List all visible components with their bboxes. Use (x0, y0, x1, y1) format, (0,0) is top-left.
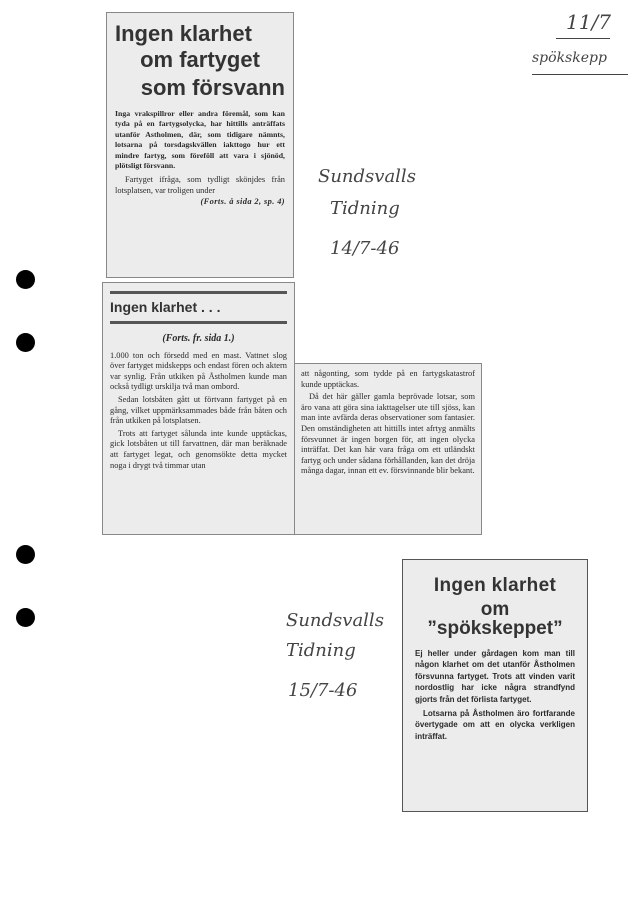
news-clipping (106, 12, 294, 278)
corner-date-underline (556, 38, 610, 39)
news-clipping (294, 363, 482, 535)
clipping-continued: (Forts. fr. sida 1.) (162, 333, 235, 344)
corner-date: 11/7 (566, 10, 611, 34)
rule (110, 291, 287, 294)
clipping-heading: Ingen klarhet . . . (110, 299, 221, 315)
rule (110, 321, 287, 324)
punch-hole (16, 333, 35, 352)
punch-hole (16, 608, 35, 627)
clipping-headline: om fartyget (140, 47, 260, 72)
clipping-body: Fartyget ifråga, som tydligt skönjdes från lotsplatsen, var troligen under (115, 175, 285, 196)
clipping-headline: Ingen klarhet (115, 21, 252, 46)
source-date: 14/7-46 (330, 238, 400, 259)
clipping-headline: om ”spökskeppet” (427, 599, 563, 639)
source-newspaper-name: Tidning (330, 198, 400, 219)
clipping-headline: Ingen klarhet (433, 575, 557, 596)
paragraph: Då det här gäller gamla beprövade lotsar, som äro vana att göra sina iakttagelser ute till sjöss, kan man inte avfärda deras observationer som fantasier. Den omständigheten att hittills intet afrtyg anmälts försvunnet är ingen borgen för, att ingen olycka inträffat. Det kan här vara fråga om ett utländskt fartyg och under sådana förhållanden, kan det dröja många dagar, innan ett ev. försvinnande blir bekant. (301, 392, 475, 476)
punch-hole (16, 545, 35, 564)
clipping-body (301, 369, 475, 477)
clipping-body: Lotsarna på Åstholmen äro fortfarande övertygade om att en olycka verkligen inträffat. (415, 709, 575, 741)
paragraph: att någonting, som tydde på en fartygskatastrof kunde upptäckas. (301, 369, 475, 389)
news-clipping (402, 559, 588, 812)
paragraph: 1.000 ton och försedd med en mast. Vattnet slog över fartyget midskepps och endast fören och aktern var synlig. Från utkiken på Åstholmen kunde man också tydligt urskilja två man ombord. (110, 350, 287, 392)
corner-label-underline (532, 74, 628, 75)
clipping-headline: som försvann (140, 75, 285, 100)
clipping-lead: Ej heller under gårdagen kom man till någon klarhet om det utanför Åstholmen försvunna fartyget. Trots att vinden varit nordostlig har icke några strandfynd gjorts från det förlista fartyget. (415, 649, 575, 704)
corner-label: spökskepp (532, 50, 607, 66)
punch-hole (16, 270, 35, 289)
source-newspaper-name: Sundsvalls (318, 166, 416, 187)
paragraph: Trots att fartyget sålunda inte kunde upptäckas, gick lotsbåten ut till farvattnen, där man beräknade att fartyget legat, och genomsökte detta mycket noga i drygt två timmar utan (110, 428, 287, 470)
clipping-lead: Inga vrakspillror eller andra föremål, som kan tyda på en fartygsolycka, har hittills anträffats utanför Astholmen, där, som tidigare nämnts, lotsarna på torsdagskvällen iakttogo hur ett mindre fartyg, som föreföll att vara i sjönöd, plötsligt försvann. (115, 109, 285, 171)
clipping-continued: (Forts. å sida 2, sp. 4) (200, 196, 285, 206)
source-newspaper-name: Tidning (286, 640, 356, 661)
source-date: 15/7-46 (288, 680, 358, 701)
paragraph: Sedan lotsbåten gått ut förtvann fartyget på en gång, vilket uppmärksammades både från båten och från utkiken på lotsplatsen. (110, 394, 287, 426)
source-newspaper-name: Sundsvalls (286, 610, 384, 631)
clipping-body (110, 351, 287, 472)
news-clipping (102, 282, 295, 535)
